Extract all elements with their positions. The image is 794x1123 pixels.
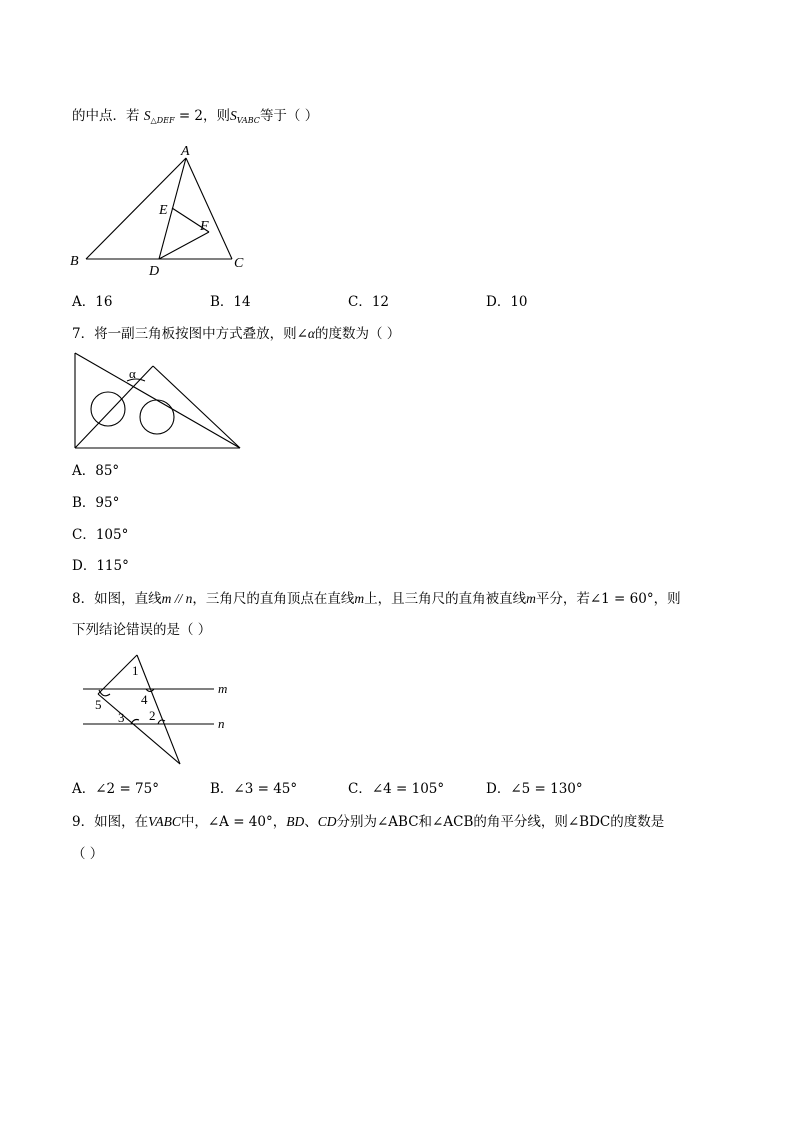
q6-label-f: F: [200, 219, 209, 234]
q6-stem-text-b: ，则: [203, 108, 231, 124]
q7-option-d[interactable]: D．115°: [72, 558, 129, 574]
q8-stem-text-c: 上，且三角尺的直角被直线: [364, 591, 527, 607]
q9-stem-line2: （ ）: [72, 846, 104, 862]
q8-option-a[interactable]: A．∠2 = 75°: [72, 781, 159, 797]
q6-area-sub-abc: VABC: [236, 116, 260, 125]
q9-bd: BD: [286, 814, 305, 829]
q6-option-a[interactable]: A．16: [72, 294, 113, 310]
q7-stem-text-b: 的度数为（ ）: [315, 326, 401, 342]
q6-label-c: C: [234, 256, 244, 271]
q9-stem-line1: [72, 813, 664, 831]
q8-label-1: 1: [132, 663, 139, 678]
q8-triangle-side-3: [98, 694, 180, 764]
q7-alpha-symbol: α: [307, 326, 315, 341]
q7-option-a[interactable]: A．85°: [72, 463, 120, 479]
q8-triangle-side-2: [137, 655, 180, 764]
q8-label-5: 5: [95, 697, 102, 712]
q9-stem-text-b: 中，∠A = 40°，: [180, 814, 287, 830]
q6-label-d: D: [149, 264, 160, 279]
q8-label-n: n: [218, 716, 225, 731]
q6-area-symbol: S: [143, 108, 151, 123]
q9-cd: CD: [317, 814, 337, 829]
q6-stem-text-a: 的中点．若: [72, 108, 140, 124]
q6-option-d[interactable]: D．10: [486, 294, 528, 310]
q8-label-m: m: [218, 681, 228, 696]
q8-stem-line2: 下列结论错误的是（ ）: [72, 622, 212, 638]
q6-area-symbol-2: S: [230, 108, 237, 123]
q9-stem-text-a: 9．如图，在: [72, 814, 149, 830]
q6-stem-text-c: 等于（ ）: [259, 108, 319, 124]
q6-label-a: A: [181, 144, 190, 159]
q7-option-c[interactable]: C．105°: [72, 527, 129, 543]
q8-label-2: 2: [149, 708, 156, 723]
q9-sep: 、: [304, 814, 318, 830]
q8-stem-text-d: 平分，若∠1 = 60°，则: [535, 591, 681, 607]
q6-option-c[interactable]: C．12: [348, 294, 390, 310]
q8-parallel-expr: m // n: [161, 591, 193, 606]
q8-label-4: 4: [141, 692, 148, 707]
q6-area-value: = 2: [178, 108, 204, 124]
q9-stem-text-c: 分别为∠ABC和∠ACB的角平分线，则∠BDC的度数是: [336, 814, 665, 830]
q7-option-b[interactable]: B．95°: [72, 495, 120, 511]
q8-option-b[interactable]: B．∠3 = 45°: [210, 781, 298, 797]
q8-line-m-1: m: [354, 591, 365, 606]
q6-label-b: B: [70, 254, 79, 269]
q8-stem-text-b: ，三角尺的直角顶点在直线: [192, 591, 355, 607]
q8-option-c[interactable]: C．∠4 = 105°: [348, 781, 445, 797]
q7-stem-text-a: 7．将一副三角板按图中方式叠放，则∠: [72, 326, 308, 342]
q6-label-e: E: [159, 203, 168, 218]
q9-triangle: VABC: [148, 814, 181, 829]
q8-option-d[interactable]: D．∠5 = 130°: [486, 781, 583, 797]
q8-line-m-2: m: [526, 591, 536, 606]
q6-area-sub-def: △DEF: [150, 116, 175, 125]
q8-label-3: 3: [118, 710, 125, 725]
q6-option-b[interactable]: B．14: [210, 294, 251, 310]
q7-fig-alpha: α: [129, 366, 136, 381]
q8-stem-text-a: 8．如图，直线: [72, 591, 162, 607]
